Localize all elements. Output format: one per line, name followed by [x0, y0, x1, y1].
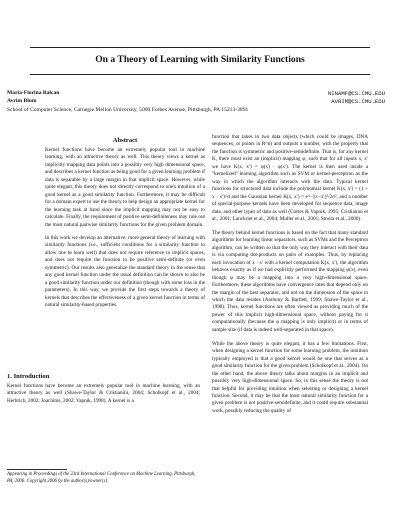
abstract-body: [45, 147, 205, 316]
body-paragraph: function that takes in two data objects (which could be images, DNA sequences, or points in R^n) and outputs a number, with the property that the function is symmetric and positive-semidefinite. That is, for any kernel K, there must exist an (implicit) mapping φ, such that for all inputs x, x′ we have K(x, x′) = φ(x) · φ(x′). The kernel is then used inside a "kernelized" learning algorithm such as SVM or kernel-perceptron as the way in which the algorithm interacts with the data. Typical kernel functions for structured data include the polynomial kernel K(x, x′) = (1 + x · x′)^d and the Gaussian kernel K(x, x′) = e^−||x−x′||²/2σ², and a number of special-purpose kernels have been developed for sequence data, image data, and other types of data as well (Cortes & Vapnik, 1995; Cristianini et al., 2001; Lanckriet et al., 2004; Muller et al., 2001; Smola et al., 2000).: [212, 134, 368, 222]
intro-paragraph: Kernel functions have become an extremely popular tool in machine learning, with an attractive theory as well (Shawe-Taylor & Cristianini, 2004; Scholkopf et al., 2004; Herbrich, 2002; Joachims, 2002; Vapnik, 1998). A kernel is a: [7, 383, 200, 404]
author-email: AVRIM@CS.CMU.EDU: [331, 98, 385, 105]
body-paragraph: The theory behind kernel functions is based on the fact that many standard algorithms for learning linear separators, such as SVMs and the Perceptron algorithm, can be written so that the only way they interact with their data is via computing dot-products on pairs of examples. Thus, by replacing each invocation of x · x′ with a kernel computation K(x, x′), the algorithm behaves exactly as if we had explicitly performed the mapping φ(x), even though φ may be a mapping into a very high-dimensional space. Furthermore, these algorithms have convergence rates that depend only on the margin of the best separator, and not on the dimension of the space in which the data resides (Anthony & Bartlett, 1999; Shawe-Taylor et al., 1998). Thus, kernel functions are often viewed as providing much of the power of this implicit high-dimensional space, without paying for it computationally (because the φ mapping is only implicit) or in terms of sample size (if data is indeed well-separated in that space).: [212, 229, 368, 333]
abstract-paragraph: Kernel functions have become an extremely popular tool in machine learning, with an attractive theory as well. This theory views a kernel as implicitly mapping data points into a possibly very high dimensional space, and describes a kernel function as being good for a given learning problem if data is separable by a large margin in that implicit space. However, while quite elegant, this theory does not directly correspond to one's intuition of a good kernel as a good similarity function. Furthermore, it may be difficult for a domain expert to use the theory to help design an appropriate kernel for the learning task at hand since the implicit mapping may not be easy to calculate. Finally, the requirement of positive semi-definiteness may rule out the most natural pairwise similarity functions for the given problem domain.: [45, 147, 205, 228]
paper-title: On a Theory of Learning with Similarity Functions: [95, 54, 305, 65]
section-heading: 1. Introduction: [7, 373, 50, 380]
author-name: Maria-Florina Balcan: [7, 90, 60, 96]
abstract-heading: Abstract: [112, 137, 138, 144]
title-top-rule: [30, 47, 370, 48]
abstract-paragraph: In this work we develop an alternative, more general theory of learning with similarity functions (i.e., sufficient conditions for a similarity function to allow one to learn well) that does not require reference to implicit spaces, and does not require the function to be positive semi-definite (or even symmetric). Our results also generalize the standard theory in the sense that any good kernel function under the usual definition can be shown to also be a good similarity function under our definition (though with some loss in the parameters). In this way, we provide the first steps towards a theory of kernels that describes the effectiveness of a given kernel function in terms of natural similarity-based properties.: [45, 234, 205, 309]
body-paragraph: While the above theory is quite elegant, it has a few limitations. First, when designing a kernel function for some learning problem, the intuition typically employed is that a good kernel would be one that serves as a good similarity function for the given problem (Scholkopf et al., 2004). On the other hand, the above theory talks about margins in an implicit and possibly very high-dimensional space. So, in this sense the theory is not that helpful for providing intuition when selecting or designing a kernel function. Second, it may be that the most natural similarity function for a given problem is not positive-semidefinite, and it could require substantial work, possibly reducing the quality of: [212, 340, 368, 414]
footnote-rule: [7, 469, 67, 470]
title-bottom-rule: [30, 74, 370, 75]
author-email: NINAMF@CS.CMU.EDU: [327, 90, 385, 97]
footnote: Appearing in Proceedings of the 23rd International Conference on Machine Learning, Pittsburgh, PA, 2006. Copyright 2006 by the author(s)/owner(s).: [7, 472, 196, 484]
right-column: [212, 134, 368, 422]
author-name: Avrim Blum: [7, 98, 37, 104]
affiliation: School of Computer Science, Carnegie Mellon University, 5000 Forbes Avenue, Pittsburgh, PA 15213-3891: [7, 107, 249, 113]
